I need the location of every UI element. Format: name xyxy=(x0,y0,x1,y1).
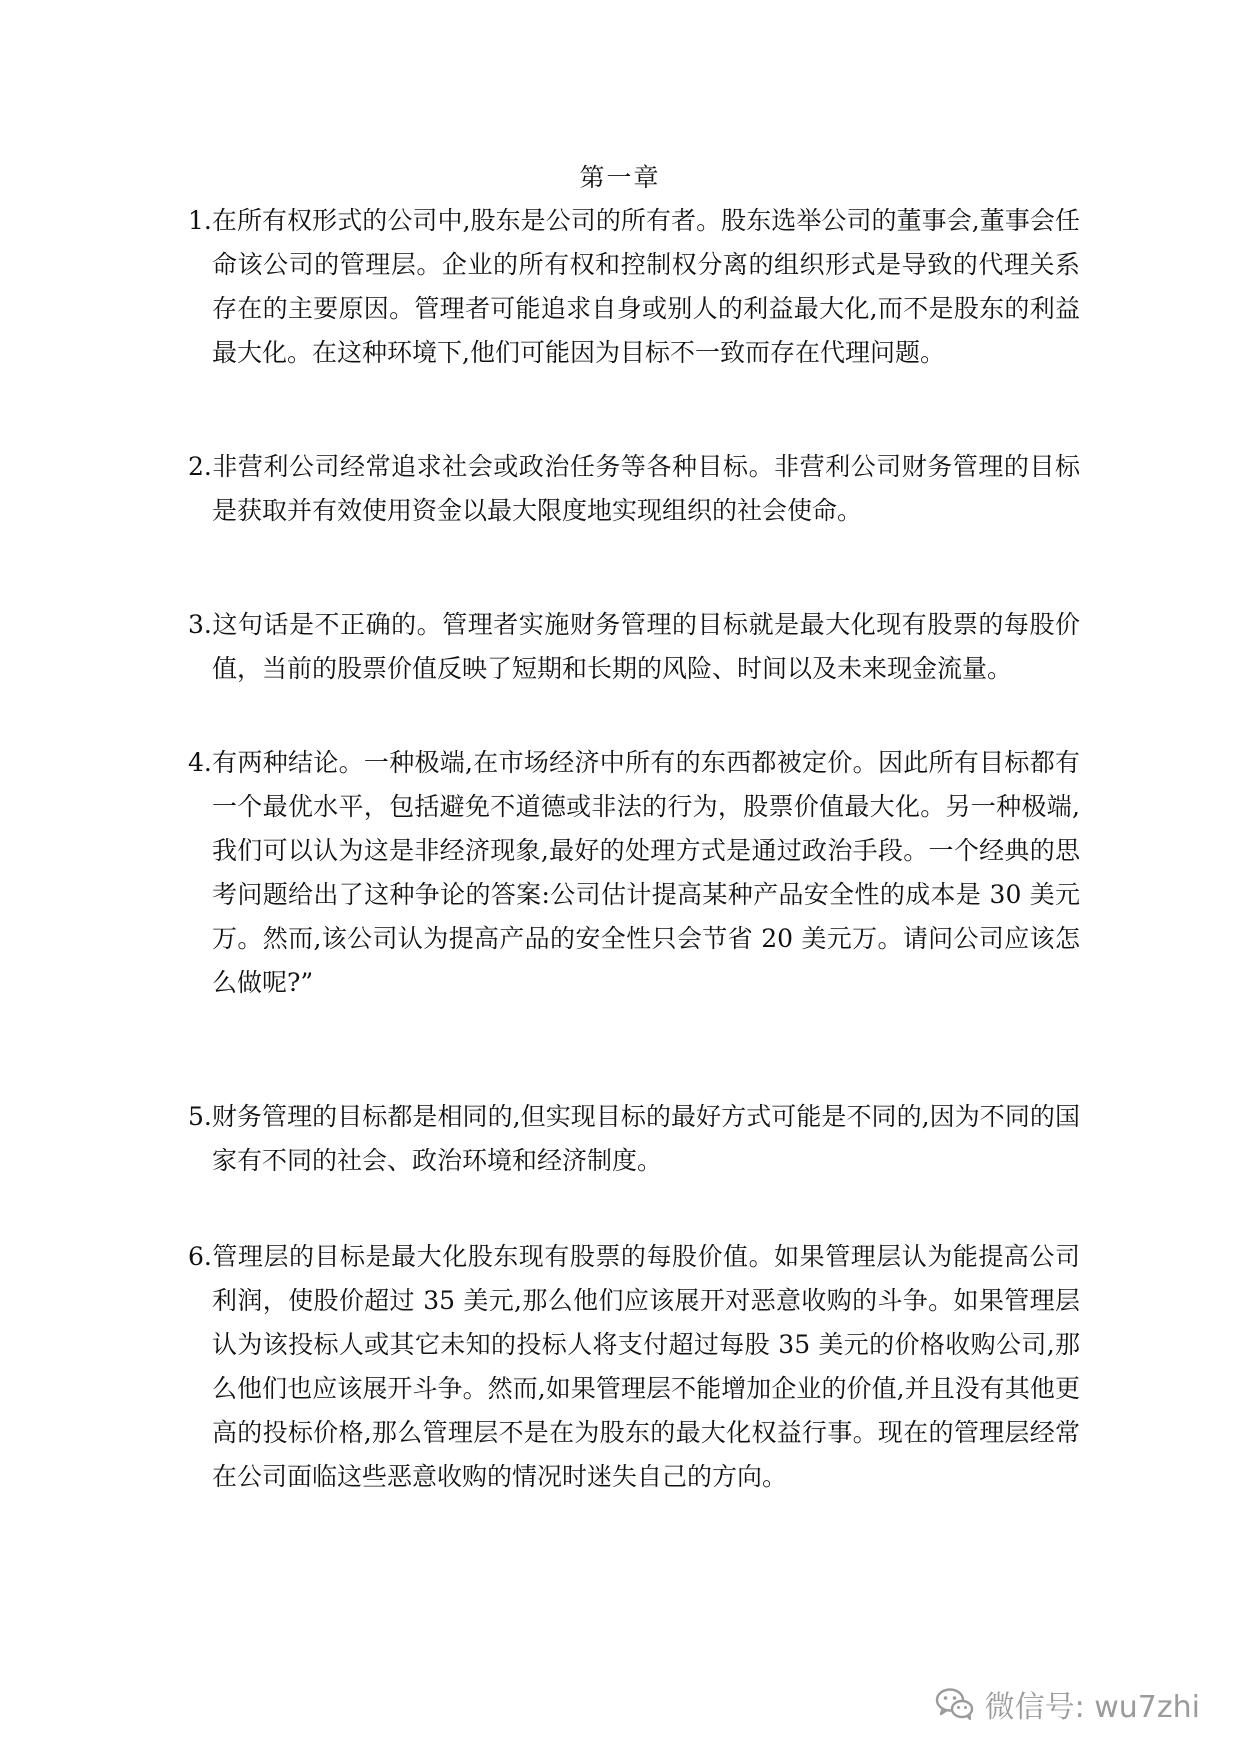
answer-text: 非营利公司经常追求社会或政治任务等各种目标。非营利公司财务管理的目标是获取并有效使用资金以最大限度地实现组织的社会使命。 xyxy=(211,452,1080,525)
answer-item xyxy=(188,199,1080,375)
answer-item xyxy=(188,1235,1080,1499)
wechat-watermark xyxy=(935,1682,1200,1726)
answer-item xyxy=(188,445,1080,533)
answer-item xyxy=(188,603,1080,691)
answer-number: 6. xyxy=(188,1242,212,1271)
answer-text: 财务管理的目标都是相同的,但实现目标的最好方式可能是不同的,因为不同的国家有不同的社会、政治环境和经济制度。 xyxy=(211,1102,1080,1175)
answer-text: 管理层的目标是最大化股东现有股票的每股价值。如果管理层认为能提高公司利润，使股价超过 35 美元,那么他们应该展开对恶意收购的斗争。如果管理层认为该投标人或其它未知的投标人将支付超过每股 35 美元的价格收购公司,那么他们也应该展开斗争。然而,如果管理层不能增加企业的价值,并且没有其他更高的投标价格,那么管理层不是在为股东的最大化权益行事。现在的管理层经常在公司面临这些恶意收购的情况时迷失自己的方向。 xyxy=(211,1242,1080,1491)
answer-number: 4. xyxy=(188,748,212,777)
answer-number: 2. xyxy=(188,452,212,481)
answer-text: 在所有权形式的公司中,股东是公司的所有者。股东选举公司的董事会,董事会任命该公司的管理层。企业的所有权和控制权分离的组织形式是导致的代理关系存在的主要原因。管理者可能追求自身或别人的利益最大化,而不是股东的利益最大化。在这种环境下,他们可能因为目标不一致而存在代理问题。 xyxy=(211,206,1080,367)
answer-text: 这句话是不正确的。管理者实施财务管理的目标就是最大化现有股票的每股价值，当前的股票价值反映了短期和长期的风险、时间以及未来现金流量。 xyxy=(211,610,1080,683)
watermark-text: 微信号: wu7zhi xyxy=(984,1690,1200,1725)
answer-number: 3. xyxy=(188,610,212,639)
answer-item xyxy=(188,1095,1080,1183)
wechat-icon xyxy=(935,1687,975,1721)
answer-number: 1. xyxy=(188,206,212,235)
answer-number: 5. xyxy=(188,1102,212,1131)
answer-item xyxy=(188,741,1080,1005)
answer-text: 有两种结论。一种极端,在市场经济中所有的东西都被定价。因此所有目标都有一个最优水平，包括避免不道德或非法的行为，股票价值最大化。另一种极端,我们可以认为这是非经济现象,最好的处理方式是通过政治手段。一个经典的思考问题给出了这种争论的答案:公司估计提高某种产品安全性的成本是 30 美元万。然而,该公司认为提高产品的安全性只会节省 20 美元万。请问公司应该怎么做呢?” xyxy=(211,748,1080,997)
chapter-title: 第一章 xyxy=(579,163,661,192)
